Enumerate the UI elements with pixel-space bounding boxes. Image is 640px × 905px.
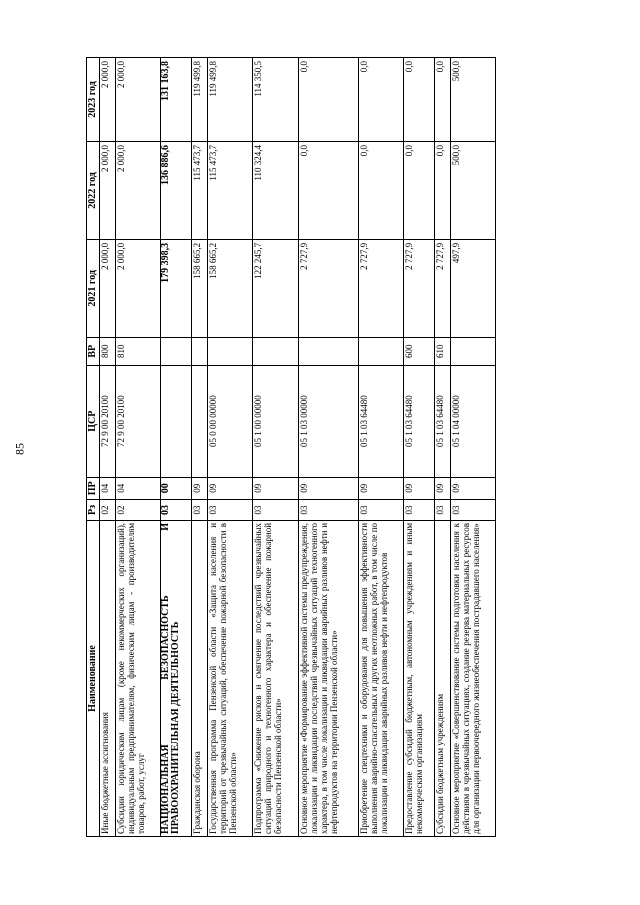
cell-rz: 03: [298, 499, 358, 520]
cell-y2022: 2 000,0: [116, 141, 161, 239]
cell-pr: 09: [208, 477, 253, 499]
cell-csr: 72 9 00 20100: [100, 365, 116, 477]
cell-name: Предоставление субсидий бюджетным, автономным учреждениям и иным некоммерческим организациям: [403, 520, 434, 836]
cell-y2023: 131 163,8: [161, 58, 192, 142]
cell-y2023: 2 000,0: [100, 58, 116, 142]
cell-name: Субсидии юридическим лицам (кроме некоммерческих организаций), индивидуальным предпринимателям, физическим лицам - производителям товаров, работ, услуг: [116, 520, 161, 836]
cell-csr: 72 9 00 20100: [116, 365, 161, 477]
cell-y2021: 158 665,2: [192, 239, 208, 337]
cell-vr: [161, 337, 192, 365]
table-row: [116, 58, 161, 837]
cell-y2023: 119 499,8: [192, 58, 208, 142]
cell-pr: 09: [434, 477, 450, 499]
cell-pr: 04: [100, 477, 116, 499]
cell-rz: 03: [434, 499, 450, 520]
cell-name: НАЦИОНАЛЬНАЯ БЕЗОПАСНОСТЬ И ПРАВООХРАНИТЕЛЬНАЯ ДЕЯТЕЛЬНОСТЬ: [161, 520, 192, 836]
cell-name: Государственная программа Пензенской области «Защита населения и территорий от чрезвычайных ситуаций, обеспечение пожарной безопасности в Пензенской области»: [208, 520, 253, 836]
cell-pr: 00: [161, 477, 192, 499]
cell-rz: 02: [100, 499, 116, 520]
cell-vr: 600: [403, 337, 434, 365]
cell-y2022: 110 324,4: [253, 141, 298, 239]
table-row: [208, 58, 253, 837]
cell-rz: 03: [358, 499, 403, 520]
table-row: [192, 58, 208, 837]
cell-y2023: 114 350,5: [253, 58, 298, 142]
cell-y2021: 2 727,9: [434, 239, 450, 337]
header-2021: 2021 год: [87, 239, 100, 337]
cell-name: Субсидии бюджетным учреждениям: [434, 520, 450, 836]
cell-name: Основное мероприятие «Формирование эффективной системы предупреждения, локализации и ликвидации последствий чрезвычайных ситуаций техногенного характера, в том числе локализации и ликвидации аварийных разливов нефти и нефтепродуктов на территории Пензенской области»: [298, 520, 358, 836]
cell-name: Гражданская оборона: [192, 520, 208, 836]
cell-csr: 05 1 00 00000: [253, 365, 298, 477]
header-vr: ВР: [87, 337, 100, 365]
cell-y2021: 2 727,9: [403, 239, 434, 337]
header-name: Наименование: [87, 520, 100, 836]
cell-y2022: 136 886,6: [161, 141, 192, 239]
cell-pr: 09: [450, 477, 495, 499]
cell-rz: 03: [450, 499, 495, 520]
cell-vr: [298, 337, 358, 365]
table-row: [253, 58, 298, 837]
cell-y2021: 2 000,0: [116, 239, 161, 337]
cell-rz: 03: [192, 499, 208, 520]
cell-vr: 800: [100, 337, 116, 365]
cell-y2022: 0,0: [403, 141, 434, 239]
cell-csr: 05 1 03 64480: [403, 365, 434, 477]
cell-y2022: 115 473,7: [192, 141, 208, 239]
cell-y2023: 0,0: [434, 58, 450, 142]
cell-y2021: 179 398,3: [161, 239, 192, 337]
cell-y2021: 122 245,7: [253, 239, 298, 337]
table-row: [100, 58, 116, 837]
cell-y2021: 497,9: [450, 239, 495, 337]
cell-csr: [161, 365, 192, 477]
cell-csr: 05 0 00 00000: [208, 365, 253, 477]
cell-csr: 05 1 03 64480: [358, 365, 403, 477]
cell-y2021: 2 000,0: [100, 239, 116, 337]
cell-y2022: 0,0: [298, 141, 358, 239]
cell-rz: 03: [161, 499, 192, 520]
table-row: [434, 58, 450, 837]
cell-pr: 09: [253, 477, 298, 499]
cell-pr: 09: [298, 477, 358, 499]
table-row: [450, 58, 495, 837]
cell-vr: 610: [434, 337, 450, 365]
cell-pr: 04: [116, 477, 161, 499]
cell-vr: [450, 337, 495, 365]
cell-name: Иные бюджетные ассигнования: [100, 520, 116, 836]
table-header-row: [87, 58, 100, 837]
cell-y2023: 0,0: [298, 58, 358, 142]
cell-y2022: 0,0: [358, 141, 403, 239]
cell-name: Основное мероприятие «Совершенствование системы подготовки населения к действиям в чрезвычайных ситуациях, создание резерва материальных ресурсов для организации первоочередного жизнеобеспечения пострадавшего населения»: [450, 520, 495, 836]
cell-y2021: 2 727,9: [358, 239, 403, 337]
cell-vr: [192, 337, 208, 365]
cell-name: Приобретение спецтехники и оборудования для повышения эффективности выполнения аварийно-спасательных и других неотложных работ, в том числе по локализации и ликвидации аварийных разливов нефти и нефтепродуктов: [358, 520, 403, 836]
cell-y2023: 0,0: [403, 58, 434, 142]
cell-csr: [192, 365, 208, 477]
budget-table: [86, 57, 496, 837]
cell-y2021: 158 665,2: [208, 239, 253, 337]
table-row: [161, 58, 192, 837]
cell-vr: 810: [116, 337, 161, 365]
cell-rz: 03: [208, 499, 253, 520]
cell-y2023: 119 499,8: [208, 58, 253, 142]
cell-y2022: 115 473,7: [208, 141, 253, 239]
cell-y2022: 500,0: [450, 141, 495, 239]
cell-y2023: 2 000,0: [116, 58, 161, 142]
cell-y2022: 2 000,0: [100, 141, 116, 239]
cell-y2023: 0,0: [358, 58, 403, 142]
table-row: [298, 58, 358, 837]
cell-rz: 03: [403, 499, 434, 520]
cell-y2022: 0,0: [434, 141, 450, 239]
cell-rz: 03: [253, 499, 298, 520]
header-rz: Рз: [87, 499, 100, 520]
header-pr: ПР: [87, 477, 100, 499]
cell-pr: 09: [192, 477, 208, 499]
page-number: 85: [12, 443, 27, 455]
cell-pr: 09: [358, 477, 403, 499]
cell-vr: [208, 337, 253, 365]
cell-y2021: 2 727,9: [298, 239, 358, 337]
cell-name: Подпрограмма «Снижение рисков и смягчение последствий чрезвычайных ситуаций природного и техногенного характера и обеспечение пожарной безопасности Пензенской области»: [253, 520, 298, 836]
cell-y2023: 500,0: [450, 58, 495, 142]
cell-csr: 05 1 04 00000: [450, 365, 495, 477]
cell-csr: 05 1 03 00000: [298, 365, 358, 477]
header-2022: 2022 год: [87, 141, 100, 239]
cell-vr: [253, 337, 298, 365]
table-row: [403, 58, 434, 837]
rotated-table-wrapper: [86, 57, 496, 837]
cell-rz: 02: [116, 499, 161, 520]
cell-pr: 09: [403, 477, 434, 499]
header-csr: ЦСР: [87, 365, 100, 477]
cell-vr: [358, 337, 403, 365]
table-row: [358, 58, 403, 837]
header-2023: 2023 год: [87, 58, 100, 142]
cell-csr: 05 1 03 64480: [434, 365, 450, 477]
